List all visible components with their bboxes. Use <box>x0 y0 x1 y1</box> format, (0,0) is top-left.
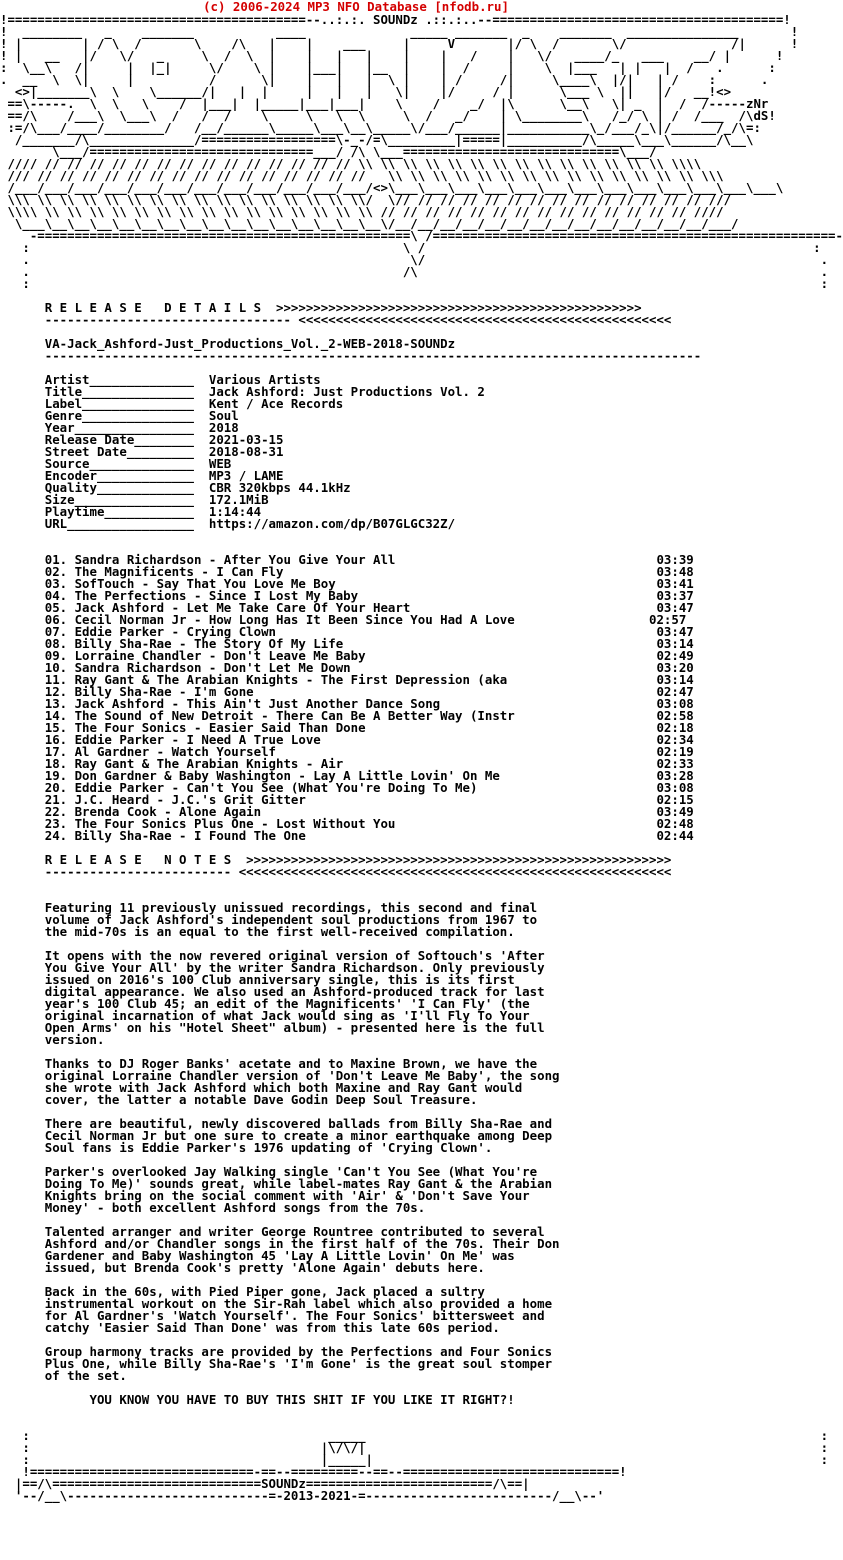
nfo-line: \\\ \\ \\ \\ \\ \\ \\ \\ \\ \\ \\ \\ \\ \\ \\ \\/ \// // // // // // // // // // // // // // /// <box>0 192 732 207</box>
nfo-line: !==============================-==--=========--==--=============================! <box>0 1464 627 1479</box>
nfo-line: \___/==============================___/ /\ \___=============================\___/ <box>0 144 776 159</box>
nfo-line: Quality_____________ CBR 320kbps 44.1kHz <box>0 480 829 495</box>
nfo-line: catchy 'Easier Said Than Done' was from this late 60s period. <box>0 1320 829 1335</box>
nfo-line: 04. The Perfections - Since I Lost My Baby 03:37 <box>0 588 829 603</box>
nfo-line: Gardener and Baby Washington 45 'Lay A Little Lovin' On Me' was <box>0 1248 829 1263</box>
nfo-line: Title_______________ Jack Ashford: Just Productions Vol. 2 <box>0 384 829 399</box>
nfo-line: instrumental workout on the Sir-Rah label which also provided a home <box>0 1296 829 1311</box>
nfo-line: Artist______________ Various Artists <box>0 372 829 387</box>
nfo-line: 23. The Four Sonics Plus One - Lost Without You 02:48 <box>0 816 829 831</box>
nfo-line: : _____ : <box>0 1428 829 1443</box>
nfo-line: ==/\ /___\ \___\ / / / \ \ \ \ \ / _/ | \________\ /_/ \ | / /___ /\dS! <box>0 108 776 123</box>
nfo-line: :=/\___/____/________/ /__/______\_____\___\__\_____\/___/______|___________\_/___/_\|/______/_/\=: <box>0 120 761 135</box>
nfo-line: There are beautiful, newly discovered ballads from Billy Sha-Rae and <box>0 1116 829 1131</box>
nfo-line: -==================================================\ /======================================================- <box>0 228 843 243</box>
nfo-line: R E L E A S E D E T A I L S >>>>>>>>>>>>>>>>>>>>>>>>>>>>>>>>>>>>>>>>>>>>>>>>> <box>0 300 814 315</box>
nfo-line: 06. Cecil Norman Jr - How Long Has It Been Since You Had A Love 02:57 <box>0 612 821 627</box>
nfo-line: '--/__\---------------------------=-2013-2021-=-------------------------/__\--' <box>0 1488 605 1503</box>
nfo-line: Group harmony tracks are provided by the Perfections and Four Sonics <box>0 1344 829 1359</box>
nfo-line: issued on 2016's 100 Club anniversary single, this is its first <box>0 972 829 987</box>
nfo-line: 14. The Sound of New Detroit - There Can Be A Better Way (Instr 02:58 <box>0 708 829 723</box>
nfo-line: /_______/\______________/==================\-_-/=\_________|=====|__________/\_____\___\______/\__\ <box>0 132 754 147</box>
nfo-line: 16. Eddie Parker - I Need A True Love 02:34 <box>0 732 829 747</box>
nfo-line: original incarnation of what Jack would sing as 'I'll Fly To Your <box>0 1008 829 1023</box>
nfo-line: ==\-----. \ \ \ / |___| |_____|___|___| \ / _/ |\ \__\ \| _ | / /-----zNr <box>0 96 769 111</box>
nfo-line: !========================================--..:.:. SOUNDz .::.:..--=======================================! <box>0 12 791 27</box>
nfo-line: 03. SofTouch - Say That You Love Me Boy 03:41 <box>0 576 829 591</box>
nfo-line: 09. Lorraine Chandler - Don't Leave Me Baby 02:49 <box>0 648 829 663</box>
page-header: (c) 2006-2024 MP3 NFO Database [nfodb.ru] <box>203 0 509 14</box>
nfo-line: 18. Ray Gant & The Arabian Knights - Air 02:33 <box>0 756 829 771</box>
nfo-line: : |\/\/| : <box>0 1440 829 1455</box>
nfo-line: VA-Jack_Ashford-Just_Productions_Vol._2-WEB-2018-SOUNDz <box>0 336 829 351</box>
nfo-line: 17. Al Gardner - Watch Yourself 02:19 <box>0 744 829 759</box>
nfo-line: ---------------------------------------------------------------------------------------- <box>0 348 821 363</box>
nfo-line: 08. Billy Sha-Rae - The Story Of My Life 03:14 <box>0 636 829 651</box>
nfo-line: ------------------------- <<<<<<<<<<<<<<<<<<<<<<<<<<<<<<<<<<<<<<<<<<<<<<<<<<<<<<<<<< <box>0 864 814 879</box>
nfo-line: Open Arms' on his "Hotel Sheet" album) - presented here is the full <box>0 1020 821 1035</box>
nfo-line: : : <box>0 276 829 291</box>
nfo-line: Street Date_________ 2018-08-31 <box>0 444 829 459</box>
nfo-line: ! | __ |/ \/ _ \ / \ | | | | | | / | \/ ____/_ ___ __/ | ! <box>0 48 784 63</box>
nfo-line: 15. The Four Sonics - Easier Said Than Done 02:18 <box>0 720 829 735</box>
nfo-line: she wrote with Jack Ashford which both Maxine and Ray Gant would <box>0 1080 829 1095</box>
nfo-line: Year________________ 2018 <box>0 420 829 435</box>
nfo-line: URL_________________ https://amazon.com/dp/B07GLGC32Z/ <box>0 516 829 531</box>
nfo-line: 21. J.C. Heard - J.C.'s Grit Gitter 02:15 <box>0 792 829 807</box>
nfo-line: 22. Brenda Cook - Alone Again 03:49 <box>0 804 829 819</box>
nfo-line: . \/ . <box>0 252 829 267</box>
nfo-line: ! ________ _ _______ ____ _____ _______ _ _______ _______________ ! <box>0 24 799 39</box>
nfo-line: Size________________ 172.1MiB <box>0 492 829 507</box>
nfo-line: digital appearance. We also used an Ashford-produced track for last <box>0 984 829 999</box>
nfo-line: Release Date________ 2021-03-15 <box>0 432 829 447</box>
nfo-line: : \__\ /| | |_| \/ \ | |___| |__ | | / | \ |___ | | | / . : <box>0 60 776 75</box>
nfo-line: Playtime____________ 1:14:44 <box>0 504 829 519</box>
nfo-line: Doing To Me)' sounds great, while label-mates Ray Gant & the Arabian <box>0 1176 829 1191</box>
nfo-line: 01. Sandra Richardson - After You Give Your All 03:39 <box>0 552 829 567</box>
nfo-line: . __ \ \| | / \| | | | \ | | / /| \____\ |/| | / : . <box>0 72 769 87</box>
nfo-line: : |_____| : <box>0 1452 829 1467</box>
nfo-line: 07. Eddie Parker - Crying Clown 03:47 <box>0 624 829 639</box>
nfo-line: year's 100 Club 45; an edit of the Magnificents' 'I Can Fly' (the <box>0 996 829 1011</box>
nfo-line: R E L E A S E N O T E S >>>>>>>>>>>>>>>>>>>>>>>>>>>>>>>>>>>>>>>>>>>>>>>>>>>>>>>>> <box>0 852 821 867</box>
nfo-line: volume of Jack Ashford's independent soul productions from 1967 to <box>0 912 829 927</box>
nfo-line: Back in the 60s, with Pied Piper gone, Jack placed a sultry <box>0 1284 829 1299</box>
nfo-line: Source______________ WEB <box>0 456 829 471</box>
nfo-line: //// // // // // // // // // // // // // // // \\ \\ \\ \\ \\ \\ \\ \\ \\ \\ \\ \\ \\ \\ \\\\ <box>0 156 702 171</box>
nfo-line: Cecil Norman Jr but one sure to create a minor earthquake among Deep <box>0 1128 829 1143</box>
nfo-line: original Lorraine Chandler version of 'Don't Leave Me Baby', the song <box>0 1068 829 1083</box>
nfo-line: 12. Billy Sha-Rae - I'm Gone 02:47 <box>0 684 829 699</box>
nfo-line: 19. Don Gardner & Baby Washington - Lay A Little Lovin' On Me 03:28 <box>0 768 829 783</box>
nfo-line: Thanks to DJ Roger Banks' acetate and to Maxine Brown, we have the <box>0 1056 829 1071</box>
nfo-line: Label_______________ Kent / Ace Records <box>0 396 829 411</box>
nfo-line: 05. Jack Ashford - Let Me Take Care Of Your Heart 03:47 <box>0 600 829 615</box>
nfo-line: |==/\============================SOUNDz=========================/\==| <box>0 1476 530 1491</box>
nfo-line: issued, but Brenda Cook's pretty 'Alone Again' debuts here. <box>0 1260 829 1275</box>
nfo-line: ! | | / \ / \ /\ | | ___ | V |/ \ / \/ /| ! <box>0 36 799 51</box>
nfo-line: /// // // // // // // // // // // // // // // // \\ \\ \\ \\ \\ \\ \\ \\ \\ \\ \\ \\ \\ \\ \\\ <box>0 168 724 183</box>
nfo-line: version. <box>0 1032 829 1047</box>
nfo-line: : \ / : <box>0 240 821 255</box>
nfo-line: Money' - both excellent Ashford songs from the 70s. <box>0 1200 829 1215</box>
nfo-line: Ashford and/or Chandler songs in the first half of the 70s. Their Don <box>0 1236 829 1251</box>
nfo-line: /___/___/___/___/___/___/___/___/___/___/___/___/<>\___\___\___\___\___\___\___\___\___\___\___\___\___\ <box>0 180 784 195</box>
nfo-line: It opens with the now revered original version of Softouch's 'After <box>0 948 829 963</box>
nfo-line: YOU KNOW YOU HAVE TO BUY THIS SHIT IF YOU LIKE IT RIGHT?! <box>0 1392 829 1407</box>
nfo-body <box>0 12 843 1503</box>
nfo-line: for Al Gardner's 'Watch Yourself'. The Four Sonics' bittersweet and <box>0 1308 829 1323</box>
nfo-line: 10. Sandra Richardson - Don't Let Me Down 03:20 <box>0 660 829 675</box>
nfo-line: the mid-70s is an equal to the first well-received compilation. <box>0 924 829 939</box>
nfo-line: Talented arranger and writer George Rountree contributed to several <box>0 1224 829 1239</box>
nfo-line: Soul fans is Eddie Parker's 1976 updating of 'Crying Clown'. <box>0 1140 829 1155</box>
nfo-line: You Give Your All' by the writer Sandra Richardson. Only previously <box>0 960 829 975</box>
nfo-line: \___\__\__\__\__\__\__\__\__\__\__\__\__\__\__\__\/__/__/__/__/__/__/__/__/__/__/__/__/__/__/___/ <box>0 216 739 231</box>
nfo-line: of the set. <box>0 1368 829 1383</box>
nfo-line: 20. Eddie Parker - Can't You See (What You're Doing To Me) 03:08 <box>0 780 829 795</box>
nfo-line: <>|_______\ \ \______/| | | | | | \| |/ / | \___ \ || |/ __!<> <box>0 84 761 99</box>
nfo-line: Encoder_____________ MP3 / LAME <box>0 468 829 483</box>
nfo-line: 24. Billy Sha-Rae - I Found The One 02:44 <box>0 828 829 843</box>
nfo-line: --------------------------------- <<<<<<<<<<<<<<<<<<<<<<<<<<<<<<<<<<<<<<<<<<<<<<<<<< <box>0 312 821 327</box>
nfo-line: Featuring 11 previously unissued recordings, this second and final <box>0 900 829 915</box>
nfo-line: Plus One, while Billy Sha-Rae's 'I'm Gone' is the great soul stomper <box>0 1356 829 1371</box>
nfo-line: . /\ . <box>0 264 829 279</box>
nfo-line: Genre_______________ Soul <box>0 408 829 423</box>
nfo-line: 11. Ray Gant & The Arabian Knights - The First Depression (aka 03:14 <box>0 672 829 687</box>
nfo-line: \\\\ \\ \\ \\ \\ \\ \\ \\ \\ \\ \\ \\ \\ \\ \\ \\ // // // // // // // // // // // // // // //// <box>0 204 724 219</box>
nfo-line: Knights bring on the social comment with 'Air' & 'Don't Save Your <box>0 1188 829 1203</box>
nfo-line: 02. The Magnificents - I Can Fly 03:48 <box>0 564 829 579</box>
nfo-line: 13. Jack Ashford - This Ain't Just Another Dance Song 03:08 <box>0 696 829 711</box>
nfo-line: cover, the latter a notable Dave Godin Deep Soul Treasure. <box>0 1092 829 1107</box>
nfo-line: Parker's overlooked Jay Walking single 'Can't You See (What You're <box>0 1164 829 1179</box>
